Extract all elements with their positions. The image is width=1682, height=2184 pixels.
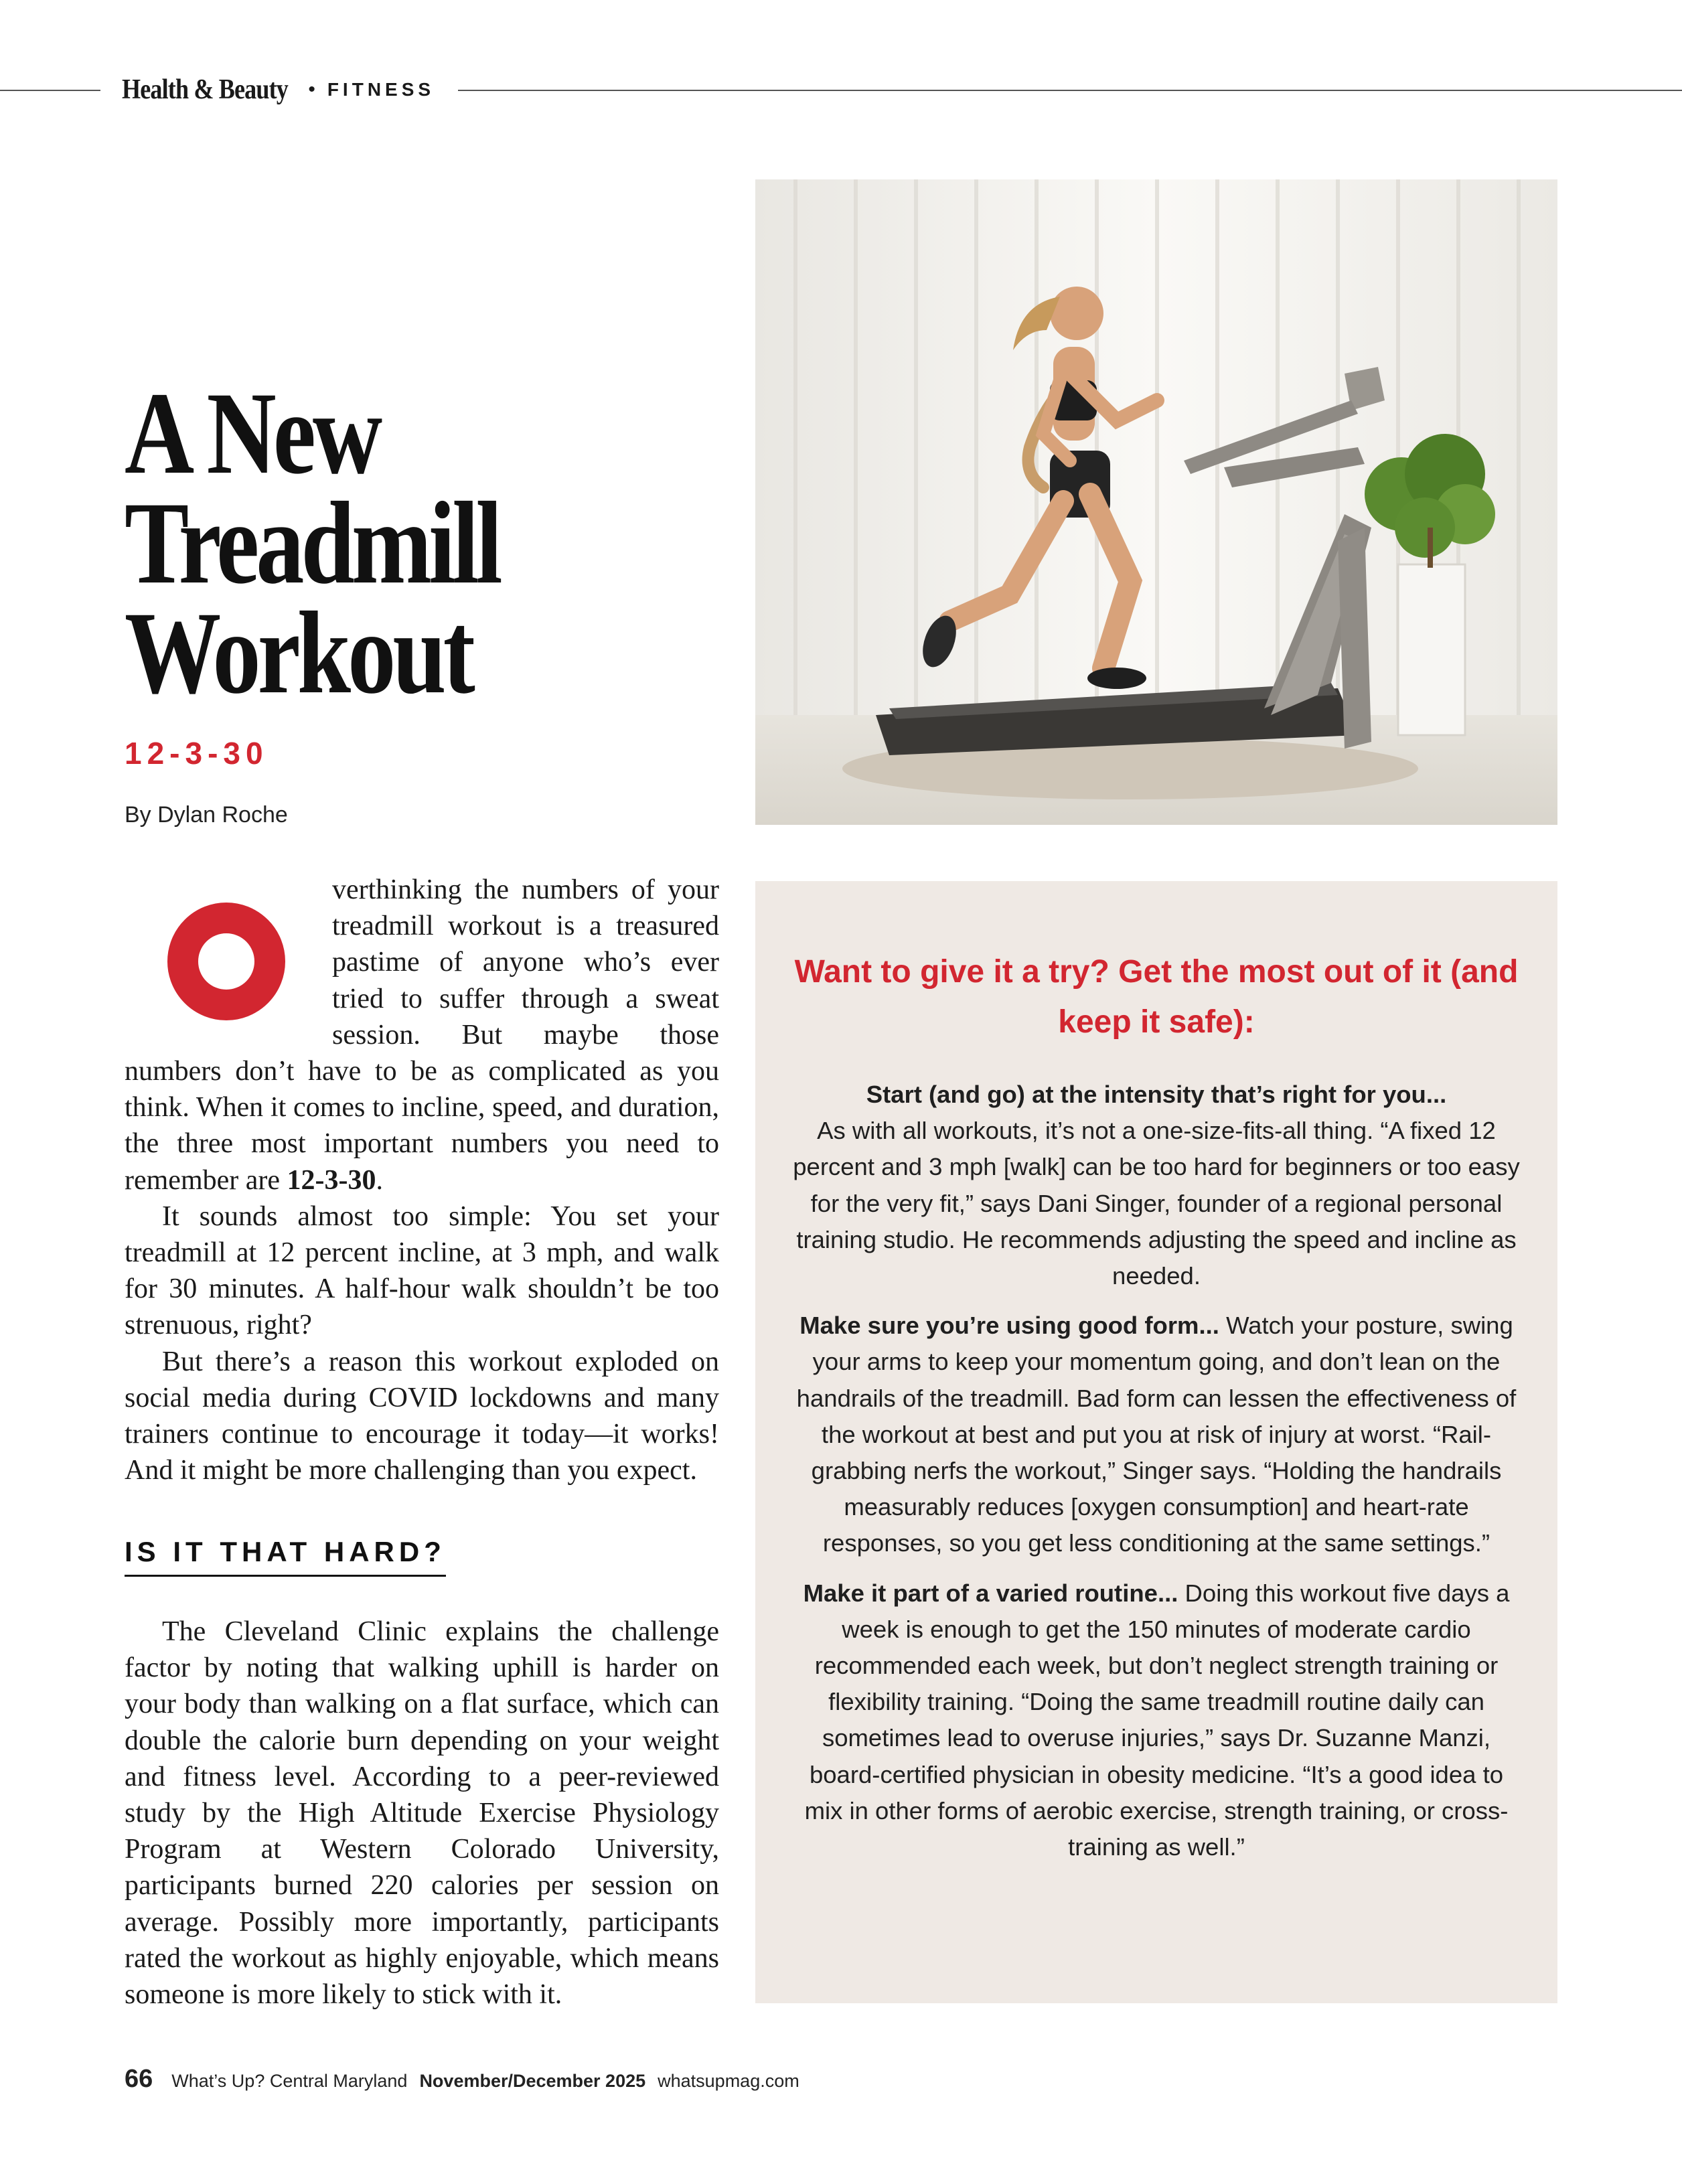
dropcap-letter-shape [167,903,285,1020]
paragraph-intro-bold: 12-3-30 [287,1164,376,1196]
treadmill-illustration [755,179,1557,825]
tip-item [789,1308,1524,1561]
tip-lead: Start (and go) at the intensity that’s right for you... [866,1081,1447,1108]
tip-item [789,1077,1524,1294]
page-footer [125,2065,799,2094]
section-separator: • [308,78,315,100]
paragraph-4: The Cleveland Clinic explains the challenge factor by noting that walking uphill is harder on your body than walking on a flat surface, which can double the calorie burn depending on your weight and fitness level. According to a peer-reviewed study by the High Altitude Exercise Physiology Program at Western Colorado University, participants burned 220 calories per session on average. Possibly more importantly, participants rated the workout as highly enjoyable, which means someone is more likely to stick with it. [125,1616,719,2011]
tip-text: Doing this workout five days a week is enough to get the 150 minutes of moderate cardio recommended each week, but don’t neglect strength training or flexibility training. “Doing the same treadmill routine daily can sometimes lead to overuse injuries,” says Dr. Suzanne Manzi, board-certified physician in obesity medicine. “It’s a good idea to mix in other forms of aerobic exercise, strength training, or cross-training as well.” [804,1579,1510,1861]
sidebar-tips [789,1077,1524,1879]
paragraph-2: It sounds almost too simple: You set your treadmill at 12 percent incline, at 3 mph, and walk for 30 minutes. A half-hour walk shouldn’t be too strenuous, right? [125,1200,719,1341]
issue-date: November/December 2025 [419,2071,646,2091]
article-subhead: IS IT THAT HARD? [125,1536,446,1577]
header-rule-right [458,90,1682,91]
section-category: FITNESS [327,79,435,100]
tip-lead: Make it part of a varied routine... [803,1579,1178,1607]
website-link[interactable]: whatsupmag.com [658,2071,799,2091]
tips-sidebar [755,881,1557,2003]
magazine-name: What’s Up? Central Maryland [171,2071,408,2091]
article-subtitle: 12-3-30 [125,736,269,771]
paragraph-3: But there’s a reason this workout exploded on social media during COVID lockdowns and many trainers continue to encourage it today—it works! And it might be more challenging than you expect. [125,1346,719,1486]
section-name: Health & Beauty [122,74,288,105]
tip-text: Watch your posture, swing your arms to keep your momentum going, and don’t lean on the handrails of the treadmill. Bad form can lessen the effectiveness of the workout at best and put you at risk of injury at worst. “Rail-grabbing nerfs the workout,” Singer says. “Holding the handrails measurably reduces [oxygen consumption] and heart-rate responses, so you get less conditioning at the same settings.” [796,1312,1517,1557]
article-body-section [125,1614,719,2013]
dropcap [125,872,332,1051]
article-body-intro [125,872,719,1488]
sidebar-title: Want to give it a try? Get the most out of it (and keep it safe): [794,954,1519,1040]
tip-lead: Make sure you’re using good form... [799,1312,1219,1340]
tip-item [789,1575,1524,1866]
tip-text: As with all workouts, it’s not a one-size-fits-all thing. “A fixed 12 percent and 3 mph [walk] can be too hard for beginners or too easy for the very fit,” says Dani Singer, founder of a regional personal training studio. He recommends adjusting the speed and incline as needed. [793,1117,1520,1290]
treadmill-photo [755,179,1557,825]
article-headline: A New Treadmill Workout [125,368,500,718]
article-byline: By Dylan Roche [125,802,288,828]
section-header [122,71,435,108]
paragraph-intro-end: . [376,1164,383,1196]
page-number: 66 [125,2065,153,2093]
header-rule-left [0,90,100,91]
paragraph-intro-start: verthinking the numbers of your treadmill workout is a treasured pastime of anyone who’s ever tried to suffer through a sweat session. But maybe those numbers don’t have to be as complicated as you think. When it comes to incline, speed, and duration, the three most important numbers you need to remember are [125,874,719,1196]
